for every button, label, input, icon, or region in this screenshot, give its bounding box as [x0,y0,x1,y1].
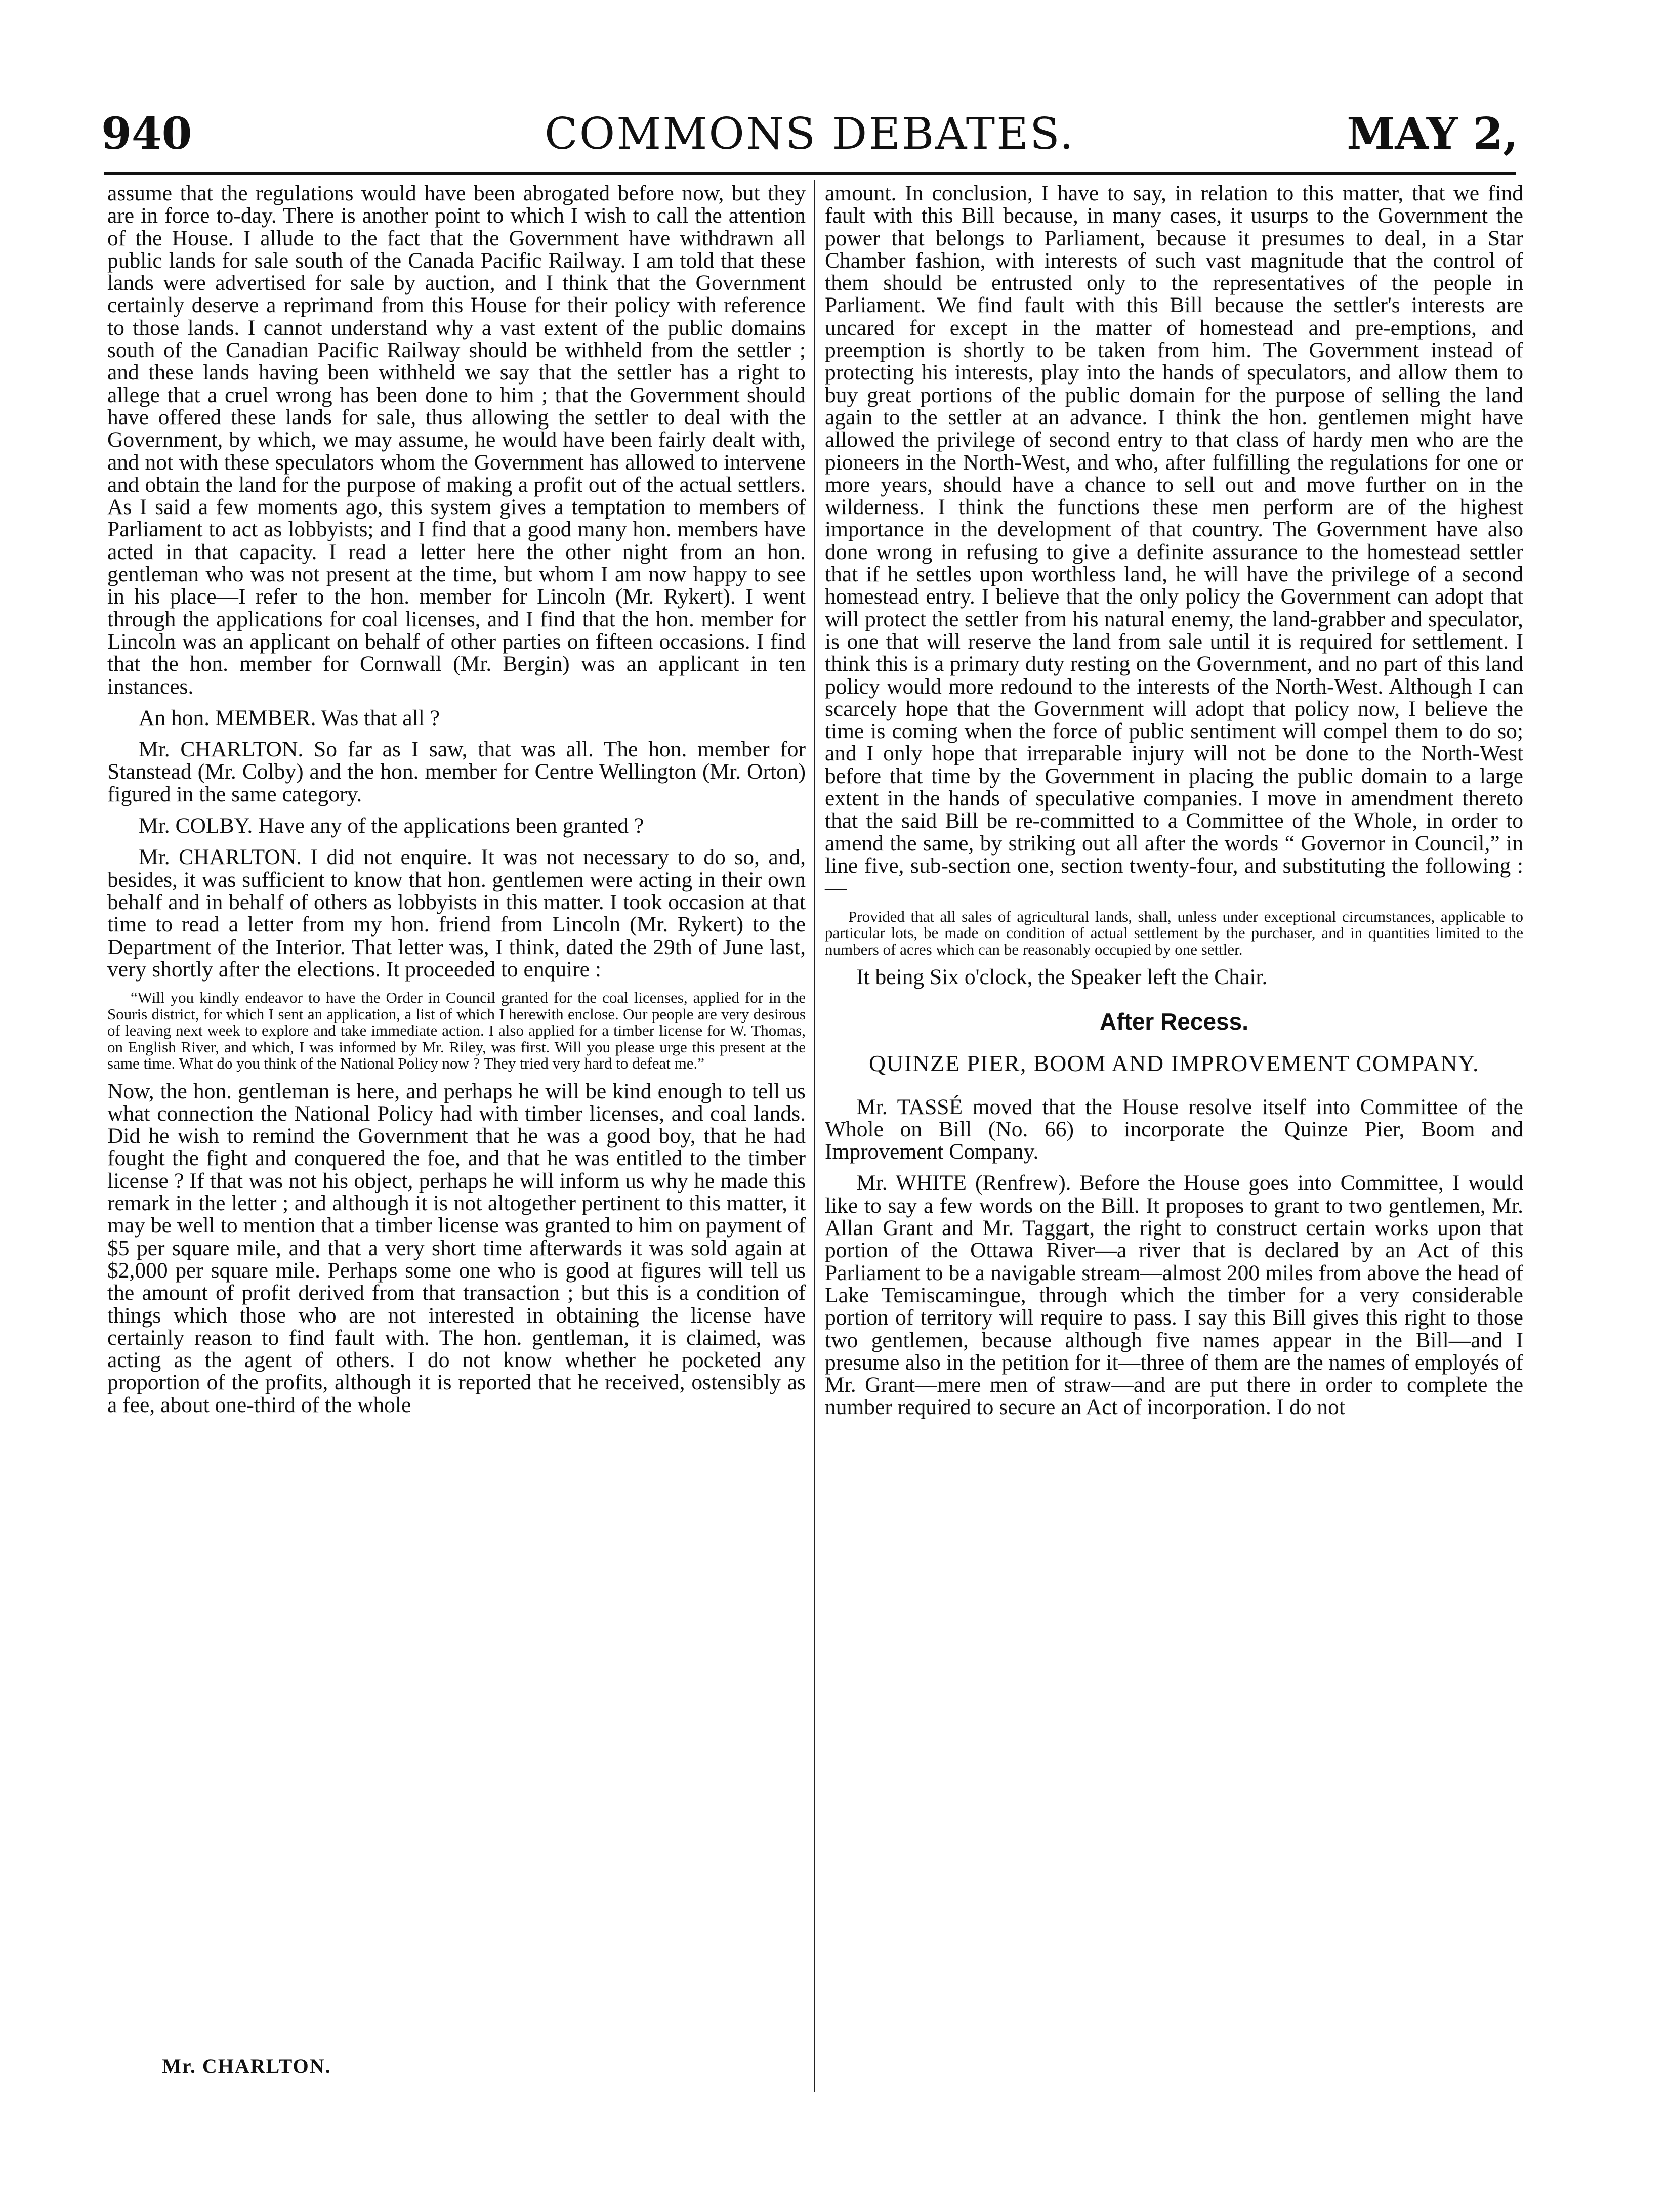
header-rule [104,172,1516,175]
page-number: 940 [101,108,192,159]
section-heading: After Recess. [1099,1008,1249,1035]
speaker-signature: Mr. CHARLTON. [162,2055,331,2077]
left-column [107,182,806,1416]
paragraph: Mr. COLBY. Have any of the applications been granted ? [139,814,644,838]
page-header [101,106,1518,167]
running-date: MAY 2, [1347,108,1518,159]
block-quote: “Will you kindly endeavor to have the Order in Council granted for the coal licenses, applied for in the Souris district, for which I sent an application, a list of which I herewith enclose. Our people are very desirous of leaving next week to explore and take immediate action. I also applied for a timber license for W. Thomas, on English River, and which, I was informed by Mr. Riley, was first. Will you please urge this present at the same time. What do you think of the National Policy now ? They tried very hard to defeat me.” [107,989,806,1073]
paragraph: An hon. MEMBER. Was that all ? [139,705,440,730]
running-title: COMMONS DEBATES. [544,109,1075,159]
amendment-text: Provided that all sales of agricultural lands, shall, unless under exceptional circumstances, applicable to particular lots, be made on condition of actual settlement by the purchaser, and in quantities limited to the numbers of acres which can be reasonably occupied by one settler. [825,907,1523,958]
paragraph: Mr. CHARLTON. So far as I saw, that was all. The hon. member for Stanstead (Mr. Colby) and the hon. member for Centre Wellington (Mr. Orton) figured in the same category. [107,737,806,806]
paragraph: Mr. TASSÉ moved that the House resolve itself into Committee of the Whole on Bill (No. 66) to incorporate the Quinze Pier, Boom and Improvement Company. [825,1094,1523,1164]
paragraph: Mr. WHITE (Renfrew). Before the House goes into Committee, I would like to say a few words on the Bill. It proposes to grant to two gentlemen, Mr. Allan Grant and Mr. Taggart, the right to construct certain works upon that portion of the Ottawa River—a river that is declared by an Act of this Parliament to be a navigable stream—almost 200 miles from above the head of Lake Temiscamingue, through which the timber for a very considerable portion of territory will require to pass. I say this Bill gives this right to those two gentlemen, because although five names appear in the Bill—and I presume also in the petition for it—three of them are the names of employés of Mr. Grant—mere men of straw—and are put there in order to complete the number required to secure an Act of incorporation. I do not [825,1171,1523,1420]
paragraph: Mr. CHARLTON. I did not enquire. It was not necessary to do so, and, besides, it was sufficient to know that hon. gentlemen were acting in their own behalf and in behalf of others as lobbyists in this matter. I took occasion at that time to read a letter from my hon. friend from Lincoln (Mr. Rykert) to the Department of the Interior. That letter was, I think, dated the 29th of June last, very shortly after the elections. It proceeded to enquire : [107,845,806,982]
paragraph: Now, the hon. gentleman is here, and perhaps he will be kind enough to tell us what connection the National Policy had with timber licenses, and coal lands. Did he wish to remind the Government that he was a good boy, that he had fought the fight and conquered the foe, and that he was entitled to the timber license ? If that was not his object, perhaps he will inform us why he made this remark in the letter ; and although it is not altogether pertinent to this matter, it may be well to mention that a timber license was granted to him on payment of $5 per square mile, and that a very short time afterwards it was sold again at $2,000 per square mile. Perhaps some one who is good at figures will tell us the amount of profit derived from that transaction ; but this is a condition of things which those who are not interested in obtaining the license have certainly reason to find fault with. The hon. gentleman, it is claimed, was acting as the agent of others. I do not know whether he pocketed any proportion of the profits, although it is reported that he received, ostensibly as a fee, about one-third of the whole [107,1079,806,1417]
paragraph: assume that the regulations would have been abrogated before now, but they are in force to-day. There is another point to which I wish to call the attention of the House. I allude to the fact that the Government have withdrawn all public lands for sale south of the Canada Pacific Railway. I am told that these lands were advertised for sale by auction, and I think that the Government certainly deserve a reprimand from this House for their policy with reference to those lands. I cannot understand why a vast extent of the public domains south of the Canadian Pacific Railway should be withheld from the settler ; and these lands having been withheld we say that the settler has a right to allege that a cruel wrong has been done to him ; that the Government should have offered these lands for sale, thus allowing the settler to deal with the Government, by which, we may assume, he would have been fairly dealt with, and not with these speculators whom the Government has allowed to intervene and obtain the land for the purpose of making a profit out of the actual settlers. As I said a few moments ago, this system gives a temptation to members of Parliament to act as lobbyists; and I find that a good many hon. members have acted in that capacity. I read a letter here the other night from an hon. gentleman who was not present at the time, but whom I am now happy to see in his place—I refer to the hon. member for Lincoln (Mr. Rykert). I went through the applications for coal licenses, and I find that the hon. member for Lincoln was an applicant on behalf of other parties on fifteen occasions. I find that the hon. member for Cornwall (Mr. Bergin) was an applicant in ten instances. [107,181,806,699]
paragraph: It being Six o'clock, the Speaker left the Chair. [856,965,1268,989]
column-divider [814,180,815,2092]
paragraph: amount. In conclusion, I have to say, in relation to this matter, that we find fault with this Bill because, in many cases, it usurps to the Government the power that belongs to Parliament, because it presumes to deal, in a Star Chamber fashion, with interests of such vast magnitude that the control of them should be entrusted only to the representatives of the people in Parliament. We find fault with this Bill because the settler's interests are uncared for except in the matter of homestead and pre-emptions, and preemption is shortly to be taken from him. The Government instead of protecting his interests, play into the hands of speculators, and allow them to buy great portions of the public domain for the purpose of selling the land again to the settler at an advance. I think the hon. gentlemen might have allowed the privilege of second entry to that class of hardy men who are the pioneers in the North-West, and who, after fulfilling the regulations for one or more years, should have a chance to sell out and move further on in the wilderness. I think the functions these men perform are of the highest importance in the development of that country. The Government have also done wrong in refusing to give a definite assurance to the homestead settler that if he settles upon worthless land, he will have the privilege of a second homestead entry. I believe that the only policy the Government can adopt that will protect the settler from his natural enemy, the land-grabber and speculator, is one that will reserve the land from sale until it is required for settlement. I think this is a primary duty resting on the Government, and no part of this land policy would more redound to the interests of the North-West. Although I can scarcely hope that the Government will adopt that policy now, I believe the time is coming when the force of public sentiment will compel them to do so; and I only hope that irreparable injury will not be done to the North-West before that time by the Government in placing the public domain to a large extent in the hands of speculative companies. I move in amendment thereto that the said Bill be re-committed to a Committee of the Whole, in order to amend the same, by striking out all after the words “ Governor in Council,” in line five, sub-section one, section twenty-four, and substituting the following :— [825,181,1523,901]
bill-heading: QUINZE PIER, BOOM AND IMPROVEMENT COMPANY. [869,1050,1479,1076]
right-column [825,182,1523,1419]
